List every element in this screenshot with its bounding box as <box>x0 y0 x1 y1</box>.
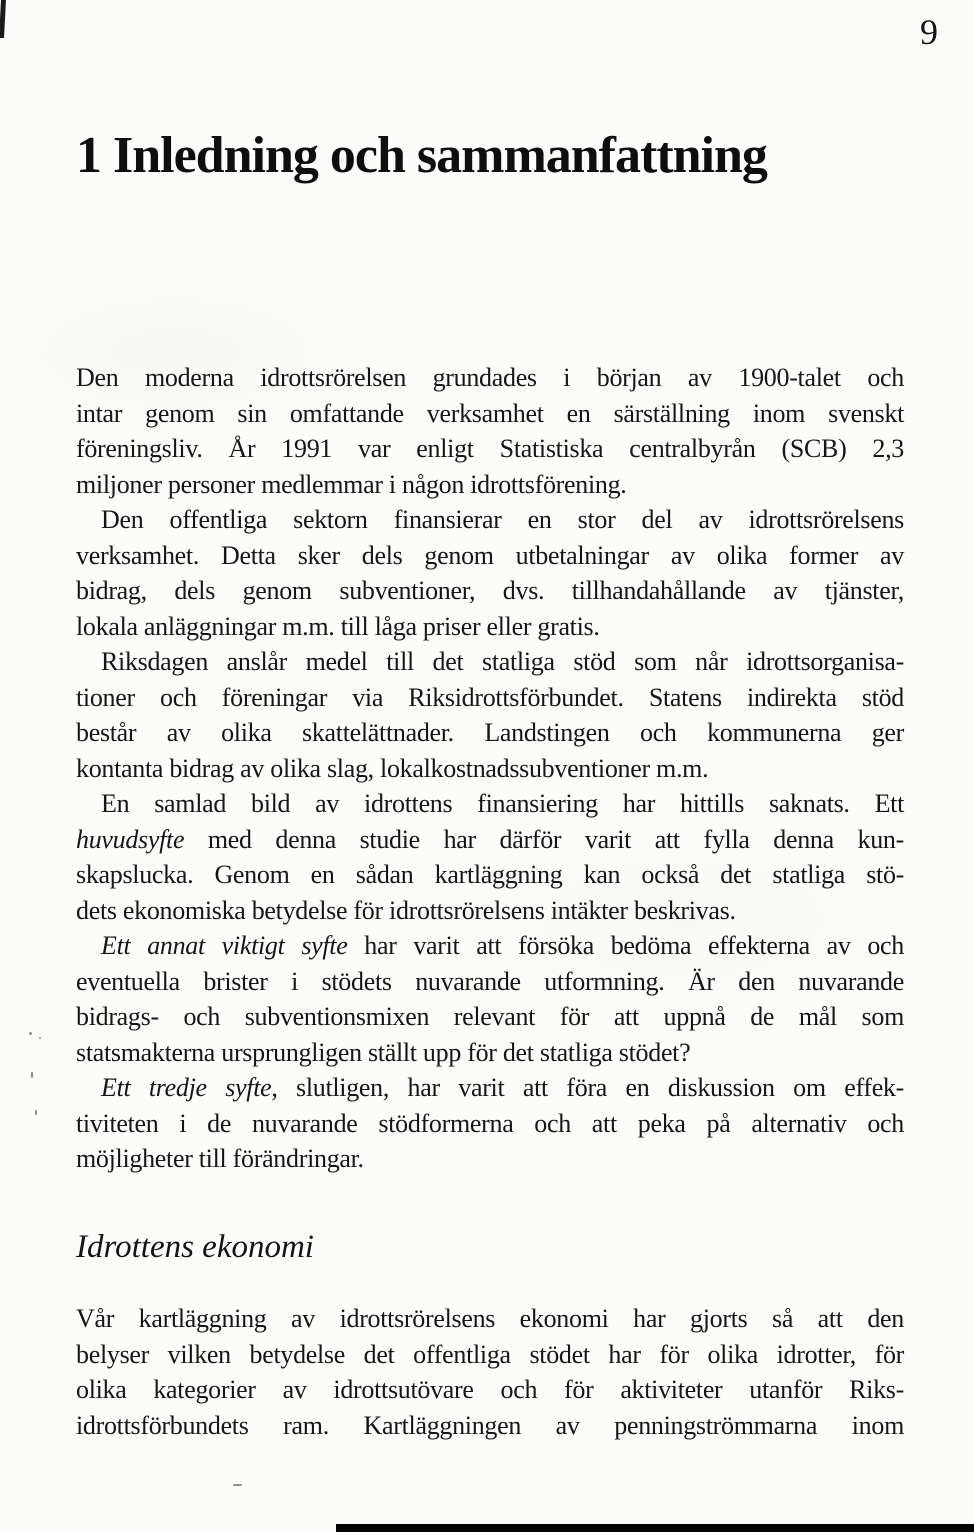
text-line <box>76 964 904 1000</box>
text-segment: miljoner personer medlemmar i någon idrottsförening. <box>76 469 627 499</box>
italic-text-segment: huvudsyfte <box>76 824 185 854</box>
scan-edge-artifact-bar <box>336 1524 974 1532</box>
text-line <box>76 360 904 396</box>
text-line <box>76 1070 904 1106</box>
text-segment: olika kategorier av idrottsutövare och för aktiviteter utanför Riks- <box>76 1375 904 1404</box>
text-segment: Vår kartläggning av idrottsrörelsens ekonomi har gjorts så att den <box>76 1304 904 1333</box>
text-segment: med denna studie har därför varit att fylla denna kun- <box>184 824 904 854</box>
text-line <box>76 715 904 751</box>
text-line <box>76 1141 904 1177</box>
text-line <box>76 1106 904 1142</box>
paragraph <box>76 644 904 786</box>
text-line <box>76 1372 904 1408</box>
paragraph <box>76 502 904 644</box>
text-segment: kontanta bidrag av olika slag, lokalkostnadssubventioner m.m. <box>76 753 709 783</box>
text-segment: har varit att försöka bedöma effekterna av och <box>347 931 904 960</box>
text-segment: En samlad bild av idrottens finansiering har hittills saknats. Ett <box>101 789 904 818</box>
page-number: 9 <box>920 12 938 52</box>
text-segment: verksamhet. Detta sker dels genom utbetalningar av olika former av <box>76 540 904 570</box>
paragraph <box>76 786 904 928</box>
text-line <box>76 786 904 822</box>
scan-speck <box>233 1484 242 1486</box>
text-line <box>76 857 904 893</box>
scan-speck <box>31 1072 33 1078</box>
chapter-heading: 1 Inledning och sammanfattning <box>76 127 767 184</box>
text-line <box>76 467 904 503</box>
text-segment: Den offentliga sektorn finansierar en stor del av idrottsrörelsens <box>101 505 904 534</box>
text-segment: intar genom sin omfattande verksamhet en särställning inom svenskt <box>76 398 904 428</box>
text-segment: tioner och föreningar via Riksidrottsförbundet. Statens indirekta stöd <box>76 682 904 712</box>
italic-text-segment: Ett annat viktigt syfte <box>101 931 348 960</box>
text-segment: består av olika skattelättnader. Landstingen och kommunerna ger <box>76 718 904 747</box>
scan-speck <box>39 1037 41 1039</box>
text-line <box>76 680 904 716</box>
text-segment: eventuella brister i stödets nuvarande utformning. Är den nuvarande <box>76 966 904 996</box>
text-segment: Riksdagen anslår medel till det statliga stöd som når idrottsorganisa- <box>101 647 904 676</box>
text-line <box>76 893 904 929</box>
section-text-block <box>76 1301 904 1443</box>
text-segment: bidrag, dels genom subventioner, dvs. tillhandahållande av tjänster, <box>76 576 904 605</box>
scan-speck <box>35 1110 37 1115</box>
text-segment: Den moderna idrottsrörelsen grundades i början av 1900-talet och <box>76 363 904 392</box>
text-line <box>76 1337 904 1373</box>
text-line <box>76 644 904 680</box>
text-line <box>76 1301 904 1337</box>
text-line <box>76 502 904 538</box>
text-segment: idrottsförbundets ram. Kartläggningen av penningströmmarna inom <box>76 1410 904 1440</box>
text-segment: föreningsliv. År 1991 var enligt Statistiska centralbyrån (SCB) 2,3 <box>76 434 904 463</box>
paragraph <box>76 1301 904 1443</box>
paragraph <box>76 928 904 1070</box>
text-segment: bidrags- och subventionsmixen relevant för att uppnå de mål som <box>76 1002 904 1031</box>
text-segment: statsmakterna ursprungligen ställt upp för det statliga stödet? <box>76 1037 691 1067</box>
text-segment: lokala anläggningar m.m. till låga priser eller gratis. <box>76 611 600 641</box>
paragraph <box>76 1070 904 1177</box>
text-line <box>76 573 904 609</box>
text-line <box>76 431 904 467</box>
text-line <box>76 1035 904 1071</box>
text-segment: tiviteten i de nuvarande stödformerna och att peka på alternativ och <box>76 1108 904 1138</box>
text-line <box>76 751 904 787</box>
text-line <box>76 928 904 964</box>
text-segment: dets ekonomiska betydelse för idrottsrörelsens intäkter beskrivas. <box>76 895 736 925</box>
text-line <box>76 396 904 432</box>
scan-corner-artifact <box>0 0 6 38</box>
italic-text-segment: Ett tredje syfte <box>101 1073 272 1102</box>
text-line <box>76 1408 904 1444</box>
paragraph <box>76 360 904 502</box>
text-segment: skapslucka. Genom en sådan kartläggning kan också det statliga stö- <box>76 860 904 889</box>
text-line <box>76 609 904 645</box>
text-segment: möjligheter till förändringar. <box>76 1144 364 1173</box>
text-line <box>76 822 904 858</box>
text-line <box>76 999 904 1035</box>
chapter-text-block <box>76 360 904 1177</box>
scan-speck <box>29 1032 32 1035</box>
text-segment: , slutligen, har varit att föra en diskussion om effek- <box>271 1073 904 1102</box>
text-segment: belyser vilken betydelse det offentliga stödet har för olika idrotter, för <box>76 1339 904 1369</box>
text-line <box>76 538 904 574</box>
section-heading: Idrottens ekonomi <box>76 1229 314 1265</box>
